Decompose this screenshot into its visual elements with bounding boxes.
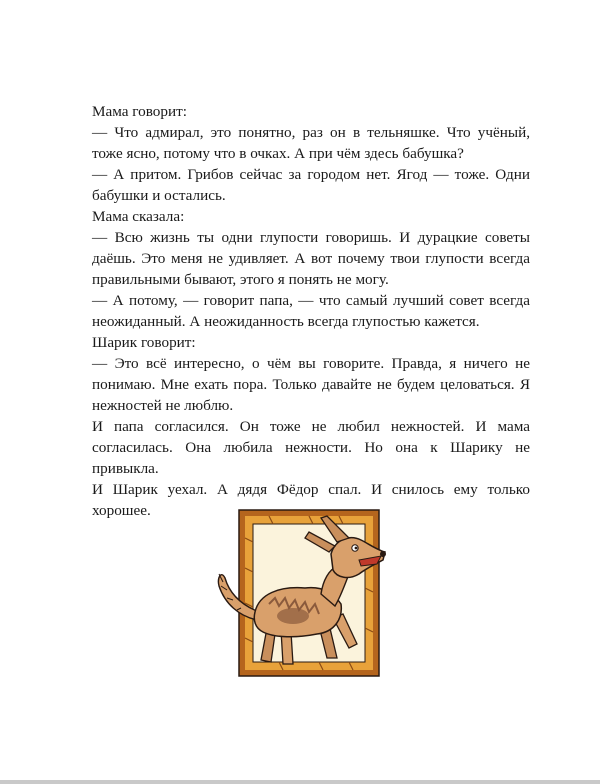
paragraph-mama-said: Мама сказала:: [92, 208, 185, 225]
paragraph-sharik-speech: — Это всё интересно, о чём вы говорите. Правда, я ничего не понимаю. Мне ехать пора. Только давайте не будем целоваться. Я нежностей не люблю.: [92, 355, 530, 414]
story-text: [92, 101, 530, 521]
paragraph-mushrooms: — А притом. Грибов сейчас за городом нет. Ягод — тоже. Одни бабушки и остались.: [92, 166, 530, 204]
page-bottom-edge: [0, 780, 600, 784]
paragraph-mama-says: Мама говорит:: [92, 103, 187, 120]
paragraph-admiral: — Что адмирал, это понятно, раз он в тельняшке. Что учёный, тоже ясно, потому что в очках. А при чём здесь бабушка?: [92, 124, 530, 162]
paragraph-ending: И Шарик уехал. А дядя Фёдор спал. И снилось ему только хорошее.: [92, 481, 530, 519]
paragraph-papa-advice: — А потому, — говорит папа, — что самый лучший совет всегда неожиданный. А неожиданность всегда глупостью кажется.: [92, 292, 530, 330]
dog-nose: [380, 551, 386, 557]
paragraph-agreement: И папа согласился. Он тоже не любил нежностей. И мама согласилась. Она любила нежности. Но она к Шарику не привыкла.: [92, 418, 530, 477]
paragraph-nonsense: — Всю жизнь ты одни глупости говоришь. И дурацкие советы даёшь. Это меня не удивляет. А вот почему твои глупости всегда правильными бывают, этого я понять не могу.: [92, 229, 530, 288]
dog-illustration: [209, 508, 387, 680]
dog-dark-patch: [277, 608, 309, 624]
paragraph-sharik-says: Шарик говорит:: [92, 334, 196, 351]
